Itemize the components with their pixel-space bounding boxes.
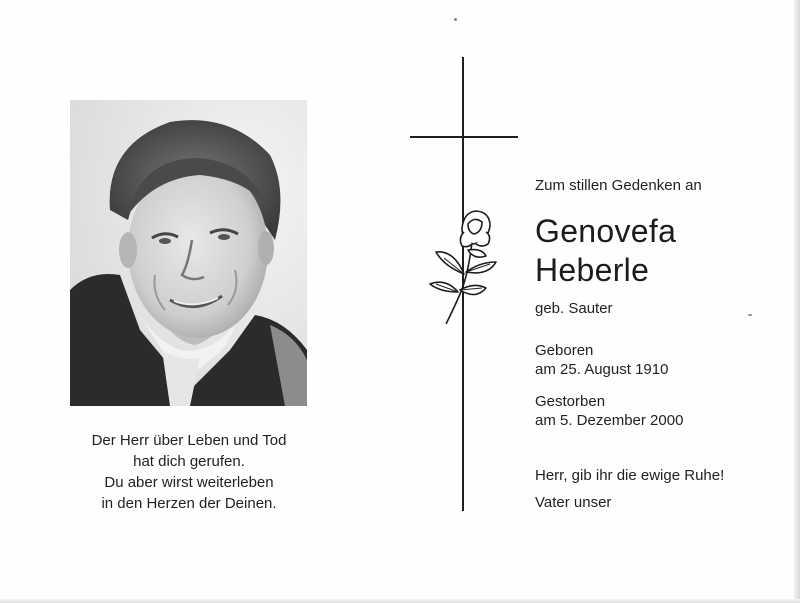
rose-icon — [424, 206, 524, 330]
scan-speck — [748, 314, 752, 316]
poem — [60, 430, 318, 514]
closing-line: Vater unser — [535, 494, 612, 511]
maiden-name: geb. Sauter — [535, 300, 613, 317]
card-edge-shadow — [0, 599, 800, 603]
died-label: Gestorben — [535, 393, 606, 410]
scan-speck — [454, 18, 457, 21]
memory-line: Zum stillen Gedenken an — [535, 177, 702, 194]
poem-line: hat dich gerufen. — [133, 453, 245, 470]
portrait-photo — [70, 100, 307, 406]
died-date: am 5. Dezember 2000 — [535, 412, 684, 429]
cross-horizontal-beam — [410, 136, 518, 138]
born-label: Geboren — [535, 342, 594, 359]
last-name: Heberle — [535, 252, 650, 288]
poem-line: Der Herr über Leben und Tod — [91, 432, 287, 449]
card-edge-shadow — [794, 0, 800, 603]
poem-line: in den Herzen der Deinen. — [101, 495, 277, 512]
prayer-line: Herr, gib ihr die ewige Ruhe! — [535, 467, 725, 484]
first-name: Genovefa — [535, 213, 677, 249]
born-date: am 25. August 1910 — [535, 361, 669, 378]
poem-line: Du aber wirst weiterleben — [104, 474, 274, 491]
